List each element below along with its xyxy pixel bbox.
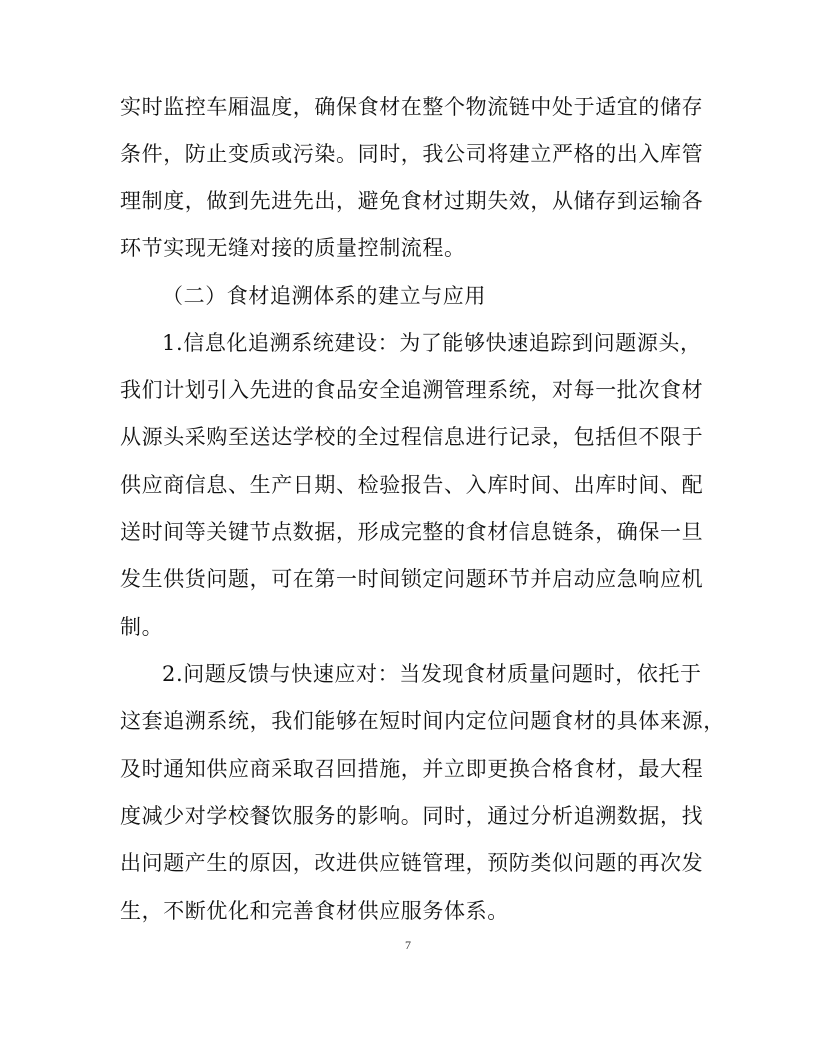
paragraph-line: 我们计划引入先进的食品安全追溯管理系统，对每一批次食材: [120, 378, 704, 402]
paragraph-line: 制。: [120, 615, 164, 639]
paragraph-line: 及时通知供应商采取召回措施，并立即更换合格食材，最大程: [120, 757, 704, 781]
paragraph-line: 度减少对学校餐饮服务的影响。同时，通过分析追溯数据，找: [120, 804, 704, 828]
paragraph-line: 这套追溯系统，我们能够在短时间内定位问题食材的具体来源，: [120, 709, 725, 733]
paragraph-line: 环节实现无缝对接的质量控制流程。: [120, 236, 466, 260]
paragraph-line: 送时间等关键节点数据，形成完整的食材信息链条，确保一旦: [120, 520, 704, 544]
paragraph-line: 从源头采购至送达学校的全过程信息进行记录，包括但不限于: [120, 425, 704, 449]
paragraph-line: 发生供货问题，可在第一时间锁定问题环节并启动应急响应机: [120, 567, 704, 591]
paragraph-line: 1.信息化追溯系统建设：为了能够快速追踪到问题源头，: [162, 331, 702, 355]
paragraph-line: 实时监控车厢温度，确保食材在整个物流链中处于适宜的储存: [120, 95, 704, 119]
page-number: 7: [405, 938, 411, 952]
paragraph-line: 理制度，做到先进先出，避免食材过期失效，从储存到运输各: [120, 189, 704, 213]
paragraph-line: 出问题产生的原因，改进供应链管理，预防类似问题的再次发: [120, 851, 704, 875]
section-heading: （二）食材追溯体系的建立与应用: [162, 284, 486, 308]
paragraph-line: 条件，防止变质或污染。同时，我公司将建立严格的出入库管: [120, 142, 704, 166]
paragraph-line: 生，不断优化和完善食材供应服务体系。: [120, 899, 509, 923]
paragraph-line: 2.问题反馈与快速应对：当发现食材质量问题时，依托于: [162, 662, 702, 686]
paragraph-line: 供应商信息、生产日期、检验报告、入库时间、出库时间、配: [120, 473, 704, 497]
